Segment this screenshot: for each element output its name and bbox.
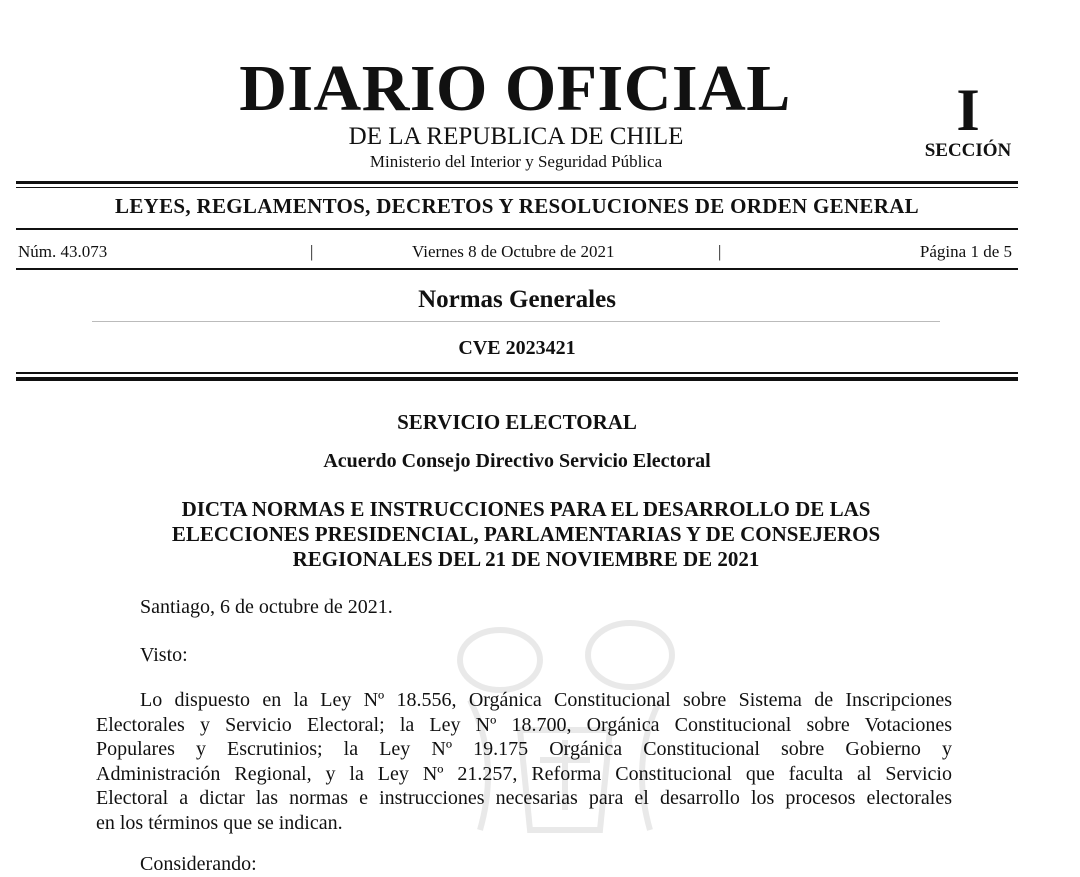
masthead-subtitle: DE LA REPUBLICA DE CHILE (348, 123, 684, 150)
issue-date: Viernes 8 de Octubre de 2021 (412, 242, 615, 261)
section-label: SECCIÓN (924, 140, 1012, 161)
meta-rule (16, 268, 1018, 270)
place-date: Santiago, 6 de octubre de 2021. (140, 596, 393, 618)
meta-separator: | (310, 242, 314, 261)
masthead-ministry: Ministerio del Interior y Seguridad Pública (369, 152, 663, 171)
document-title-line: ELECCIONES PRESIDENCIAL, PARLAMENTARIAS Y DE CONSEJEROS (171, 522, 881, 546)
agreement-title: Acuerdo Consejo Directivo Servicio Electoral (323, 450, 711, 472)
document-title (100, 497, 952, 572)
banner-rule-bottom (16, 228, 1018, 230)
masthead-title: DIARIO OFICIAL (239, 52, 791, 125)
category-rule (92, 321, 940, 322)
paragraph-line: Lo dispuesto en la Ley Nº 18.556, Orgánica Constitucional sobre Sistema de Inscripciones (140, 689, 952, 711)
document-title-line: REGIONALES DEL 21 DE NOVIEMBRE DE 2021 (292, 547, 760, 571)
paragraph-line: en los términos que se indican. (96, 811, 343, 834)
visto-paragraph (96, 688, 952, 835)
cve-rule-thin (16, 372, 1018, 374)
meta-separator: | (718, 242, 722, 261)
document-title-line: DICTA NORMAS E INSTRUCCIONES PARA EL DESARROLLO DE LAS (181, 497, 871, 521)
cve-code: CVE 2023421 (458, 337, 576, 359)
masthead-rule-thin (16, 187, 1018, 188)
paragraph-line: Electoral a dictar las normas e instrucciones necesarias para el desarrollo los procesos electorales (96, 787, 952, 809)
category-heading: Normas Generales (418, 286, 616, 313)
page-indicator: Página 1 de 5 (919, 242, 1012, 261)
cve-rule-thick (16, 377, 1018, 381)
masthead-rule-thick (16, 181, 1018, 184)
issuing-service: SERVICIO ELECTORAL (397, 410, 637, 434)
considerando-heading: Considerando: (140, 853, 257, 875)
visto-heading: Visto: (140, 644, 188, 666)
section-numeral: I (956, 77, 980, 143)
paragraph-line: Administración Regional, y la Ley Nº 21.257, Reforma Constitucional que faculta al Servicio (96, 762, 952, 785)
issue-number: Núm. 43.073 (18, 242, 108, 261)
paragraph-line: Populares y Escrutinios; la Ley Nº 19.175 Orgánica Constitucional sobre Gobierno y (96, 738, 952, 760)
paragraph-line: Electorales y Servicio Electoral; la Ley Nº 18.700, Orgánica Constitucional sobre Votaciones (96, 713, 952, 736)
section-banner: LEYES, REGLAMENTOS, DECRETOS Y RESOLUCIONES DE ORDEN GENERAL (115, 194, 919, 218)
